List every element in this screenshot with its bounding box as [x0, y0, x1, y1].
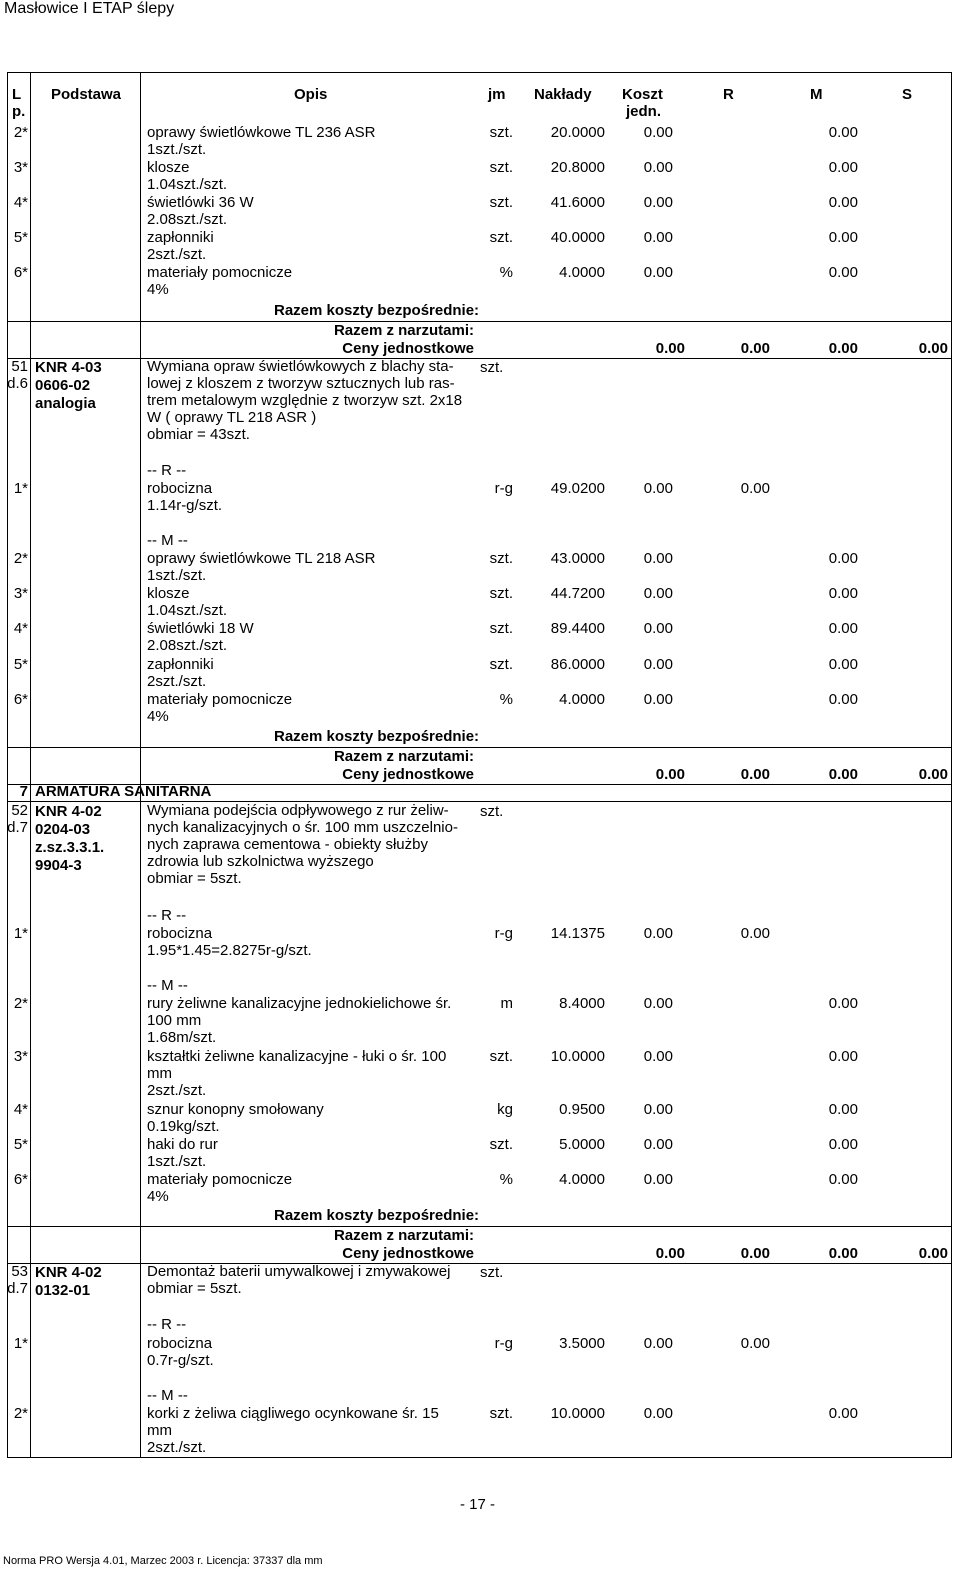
unit-cost: 0.00: [643, 124, 673, 141]
m-value: 0.00: [828, 194, 858, 211]
summary-separator: [8, 321, 951, 322]
unit-cost: 0.00: [643, 550, 673, 567]
position-unit: szt.: [480, 803, 504, 820]
r-section-header: -- R --: [147, 907, 187, 924]
quantity: 0.9500: [559, 1101, 605, 1118]
m-value: 0.00: [828, 1101, 858, 1118]
m-value: 0.00: [828, 620, 858, 637]
norm: 1szt./szt.: [147, 141, 207, 158]
summary-unit-prices: Ceny jednostkowe: [342, 766, 474, 783]
labour-name: robocizna: [147, 1335, 213, 1352]
position-description: zdrowia lub szkolnictwa wyższego: [147, 853, 374, 870]
m-value: 0.00: [828, 1136, 858, 1153]
summary-direct-costs: Razem koszty bezpośrednie:: [274, 1207, 480, 1224]
position-suffix: d.7: [7, 819, 28, 836]
material-name: świetlówki 18 W: [147, 620, 254, 637]
position-description: obmiar = 5szt.: [147, 870, 242, 887]
position-suffix: d.6: [7, 375, 28, 392]
material-name: materiały pomocnicze: [147, 264, 293, 281]
position-description: Wymiana opraw świetlówkowych z blachy sta-: [147, 358, 454, 375]
total-r: 0.00: [655, 340, 685, 357]
total-r: 0.00: [655, 766, 685, 783]
basis-code: 9904-3: [35, 857, 82, 874]
summary-direct-costs: Razem koszty bezpośrednie:: [274, 728, 480, 745]
row-number: 4*: [13, 194, 28, 211]
unit-cost: 0.00: [643, 194, 673, 211]
unit: r-g: [494, 925, 513, 942]
unit-cost: 0.00: [643, 585, 673, 602]
material-name: świetlówki 36 W: [147, 194, 254, 211]
row-number: 4*: [13, 620, 28, 637]
norm: 4%: [147, 708, 169, 725]
total-all: 0.00: [918, 340, 948, 357]
unit-cost: 0.00: [643, 229, 673, 246]
material-name: zapłonniki: [147, 656, 214, 673]
summary-separator: [8, 747, 951, 748]
quantity: 10.0000: [550, 1405, 605, 1422]
header-podstawa: Podstawa: [51, 86, 122, 103]
row-number: 2*: [13, 1405, 28, 1422]
position-description: obmiar = 43szt.: [147, 426, 250, 443]
quantity: 5.0000: [559, 1136, 605, 1153]
material-name: oprawy świetlówkowe TL 218 ASR: [147, 550, 376, 567]
labour-name: robocizna: [147, 925, 213, 942]
quantity: 8.4000: [559, 995, 605, 1012]
row-number: 5*: [13, 229, 28, 246]
m-value: 0.00: [828, 1405, 858, 1422]
norm: 2szt./szt.: [147, 1439, 207, 1456]
unit-cost: 0.00: [643, 159, 673, 176]
m-section-header: -- M --: [147, 1387, 188, 1404]
position-suffix: d.7: [7, 1280, 28, 1297]
total-s: 0.00: [828, 1245, 858, 1262]
header-koszt-2: jedn.: [626, 103, 662, 120]
unit-cost: 0.00: [643, 1405, 673, 1422]
m-value: 0.00: [828, 1048, 858, 1065]
position-number: 52: [11, 802, 28, 819]
unit: szt.: [489, 159, 513, 176]
header-lp: L: [12, 86, 22, 103]
row-number: 2*: [13, 995, 28, 1012]
norm: 2szt./szt.: [147, 1082, 207, 1099]
norm: 1szt./szt.: [147, 567, 207, 584]
unit: szt.: [489, 550, 513, 567]
r-section-header: -- R --: [147, 1316, 187, 1333]
unit: %: [499, 691, 513, 708]
summary-with-overheads: Razem z narzutami:: [333, 748, 474, 765]
m-value: 0.00: [828, 264, 858, 281]
basis-code: 0204-03: [35, 821, 91, 838]
total-m: 0.00: [740, 766, 770, 783]
position-description: W ( oprawy TL 218 ASR ): [147, 409, 317, 426]
total-m: 0.00: [740, 1245, 770, 1262]
section-title: ARMATURA SANITARNA: [35, 783, 212, 800]
header-r: R: [723, 86, 734, 103]
row-number: 3*: [13, 1048, 28, 1065]
norm: mm: [147, 1422, 172, 1439]
row-number: 5*: [13, 1136, 28, 1153]
unit-cost: 0.00: [643, 925, 673, 942]
m-value: 0.00: [828, 995, 858, 1012]
m-section-header: -- M --: [147, 977, 188, 994]
unit-cost: 0.00: [643, 691, 673, 708]
unit: szt.: [489, 585, 513, 602]
norm: 1szt./szt.: [147, 1153, 207, 1170]
basis-code: z.sz.3.3.1.: [35, 839, 105, 856]
m-value: 0.00: [828, 656, 858, 673]
quantity: 4.0000: [559, 691, 605, 708]
summary-unit-prices: Ceny jednostkowe: [342, 340, 474, 357]
basis-code: 0132-01: [35, 1282, 91, 1299]
unit-cost: 0.00: [643, 1171, 673, 1188]
basis-code: KNR 4-02: [35, 1264, 102, 1281]
material-name: zapłonniki: [147, 229, 214, 246]
unit: szt.: [489, 194, 513, 211]
unit: kg: [497, 1101, 513, 1118]
total-m: 0.00: [740, 340, 770, 357]
material-name: oprawy świetlówkowe TL 236 ASR: [147, 124, 376, 141]
basis-code: KNR 4-02: [35, 803, 102, 820]
position-number: 53: [11, 1263, 28, 1280]
material-name: rury żeliwne kanalizacyjne jednokielichowe śr.: [147, 995, 452, 1012]
header-lp-2: p.: [12, 103, 26, 120]
material-name: materiały pomocnicze: [147, 691, 293, 708]
r-value: 0.00: [740, 1335, 770, 1352]
position-description: lowej z kloszem z tworzyw sztucznych lub ras-: [147, 375, 455, 392]
total-s: 0.00: [828, 340, 858, 357]
norm: 1.14r-g/szt.: [147, 497, 223, 514]
quantity: 20.0000: [550, 124, 605, 141]
summary-unit-prices: Ceny jednostkowe: [342, 1245, 474, 1262]
position-number: 51: [11, 358, 28, 375]
quantity: 41.6000: [550, 194, 605, 211]
basis-code: 0606-02: [35, 377, 91, 394]
labour-name: robocizna: [147, 480, 213, 497]
total-all: 0.00: [918, 766, 948, 783]
row-number: 6*: [13, 1171, 28, 1188]
table-right-border: [951, 72, 952, 1458]
header-naklady: Nakłady: [534, 86, 592, 103]
unit: %: [499, 1171, 513, 1188]
m-value: 0.00: [828, 124, 858, 141]
norm: 1.68m/szt.: [147, 1029, 217, 1046]
row-number: 1*: [13, 480, 28, 497]
row-number: 1*: [13, 925, 28, 942]
page-number: - 17 -: [460, 1496, 496, 1513]
unit: szt.: [489, 1405, 513, 1422]
table-bottom-border: [7, 1457, 952, 1458]
summary-with-overheads: Razem z narzutami:: [333, 1227, 474, 1244]
header-koszt: Koszt: [622, 86, 663, 103]
unit: r-g: [494, 1335, 513, 1352]
header-jm: jm: [488, 86, 506, 103]
material-name: klosze: [147, 585, 190, 602]
m-value: 0.00: [828, 585, 858, 602]
row-number: 6*: [13, 264, 28, 281]
row-number: 1*: [13, 1335, 28, 1352]
material-name: kształtki żeliwne kanalizacyjne - łuki o śr. 100: [147, 1048, 447, 1065]
total-s: 0.00: [828, 766, 858, 783]
quantity: 40.0000: [550, 229, 605, 246]
summary-with-overheads: Razem z narzutami:: [333, 322, 474, 339]
r-section-header: -- R --: [147, 462, 187, 479]
basis-code: KNR 4-03: [35, 359, 102, 376]
position-description: nych kanalizacyjnych o śr. 100 mm uszczelnio-: [147, 819, 458, 836]
unit: szt.: [489, 124, 513, 141]
unit-cost: 0.00: [643, 995, 673, 1012]
norm: 4%: [147, 1188, 169, 1205]
norm: 2.08szt./szt.: [147, 211, 228, 228]
row-number: 4*: [13, 1101, 28, 1118]
position-description: Wymiana podejścia odpływowego z rur żeliw-: [147, 802, 449, 819]
position-description: obmiar = 5szt.: [147, 1280, 242, 1297]
col-divider-lp: [30, 72, 31, 1458]
row-number: 3*: [13, 159, 28, 176]
m-value: 0.00: [828, 229, 858, 246]
m-value: 0.00: [828, 691, 858, 708]
unit-cost: 0.00: [643, 1335, 673, 1352]
summary-direct-costs: Razem koszty bezpośrednie:: [274, 302, 480, 319]
material-name: sznur konopny smołowany: [147, 1101, 324, 1118]
material-name: klosze: [147, 159, 190, 176]
m-value: 0.00: [828, 550, 858, 567]
quantity: 14.1375: [550, 925, 605, 942]
material-name: haki do rur: [147, 1136, 218, 1153]
unit: m: [500, 995, 513, 1012]
row-number: 5*: [13, 656, 28, 673]
position-unit: szt.: [480, 1264, 504, 1281]
unit-cost: 0.00: [643, 620, 673, 637]
basis-code: analogia: [35, 395, 96, 412]
norm: 1.04szt./szt.: [147, 176, 228, 193]
material-name: materiały pomocnicze: [147, 1171, 293, 1188]
row-number: 6*: [13, 691, 28, 708]
header-opis: Opis: [294, 86, 328, 103]
quantity: 10.0000: [550, 1048, 605, 1065]
position-description: nych zaprawa cementowa - obiekty służby: [147, 836, 428, 853]
m-value: 0.00: [828, 159, 858, 176]
m-value: 0.00: [828, 1171, 858, 1188]
m-section-header: -- M --: [147, 532, 188, 549]
unit: szt.: [489, 229, 513, 246]
total-all: 0.00: [918, 1245, 948, 1262]
row-number: 2*: [13, 550, 28, 567]
norm: 2szt./szt.: [147, 673, 207, 690]
row-number: 2*: [13, 124, 28, 141]
unit: r-g: [494, 480, 513, 497]
unit: %: [499, 264, 513, 281]
norm: mm: [147, 1065, 172, 1082]
unit: szt.: [489, 656, 513, 673]
quantity: 89.4400: [550, 620, 605, 637]
position-unit: szt.: [480, 359, 504, 376]
unit: szt.: [489, 1048, 513, 1065]
header-m: M: [810, 86, 823, 103]
unit-cost: 0.00: [643, 264, 673, 281]
summary-separator: [8, 1226, 951, 1227]
quantity: 20.8000: [550, 159, 605, 176]
total-r: 0.00: [655, 1245, 685, 1262]
unit-cost: 0.00: [643, 1048, 673, 1065]
unit-cost: 0.00: [643, 1136, 673, 1153]
norm: 1.04szt./szt.: [147, 602, 228, 619]
header-s: S: [902, 86, 913, 103]
norm: 2.08szt./szt.: [147, 637, 228, 654]
unit-cost: 0.00: [643, 1101, 673, 1118]
quantity: 4.0000: [559, 1171, 605, 1188]
norm: 4%: [147, 281, 169, 298]
quantity: 4.0000: [559, 264, 605, 281]
quantity: 49.0200: [550, 480, 605, 497]
section-number: 7: [19, 783, 28, 800]
unit-cost: 0.00: [643, 480, 673, 497]
position-description: Demontaż baterii umywalkowej i zmywakowej: [147, 1263, 451, 1280]
position-description: trem metalowym względnie z tworzyw szt. 2x18: [147, 392, 463, 409]
quantity: 43.0000: [550, 550, 605, 567]
footer-text: Norma PRO Wersja 4.01, Marzec 2003 r. Licencja: 37337 dla mm: [3, 1555, 323, 1567]
norm: 100 mm: [147, 1012, 202, 1029]
unit: szt.: [489, 620, 513, 637]
r-value: 0.00: [740, 925, 770, 942]
table-top-border: [7, 72, 952, 73]
page-title: Masłowice I ETAP ślepy: [4, 0, 175, 17]
unit: szt.: [489, 1136, 513, 1153]
norm: 1.95*1.45=2.8275r-g/szt.: [147, 942, 312, 959]
norm: 0.7r-g/szt.: [147, 1352, 214, 1369]
col-divider-podstawa: [140, 72, 141, 1458]
row-number: 3*: [13, 585, 28, 602]
material-name: korki z żeliwa ciągliwego ocynkowane śr. 15: [147, 1405, 439, 1422]
norm: 2szt./szt.: [147, 246, 207, 263]
quantity: 86.0000: [550, 656, 605, 673]
r-value: 0.00: [740, 480, 770, 497]
unit-cost: 0.00: [643, 656, 673, 673]
quantity: 44.7200: [550, 585, 605, 602]
quantity: 3.5000: [559, 1335, 605, 1352]
norm: 0.19kg/szt.: [147, 1118, 220, 1135]
